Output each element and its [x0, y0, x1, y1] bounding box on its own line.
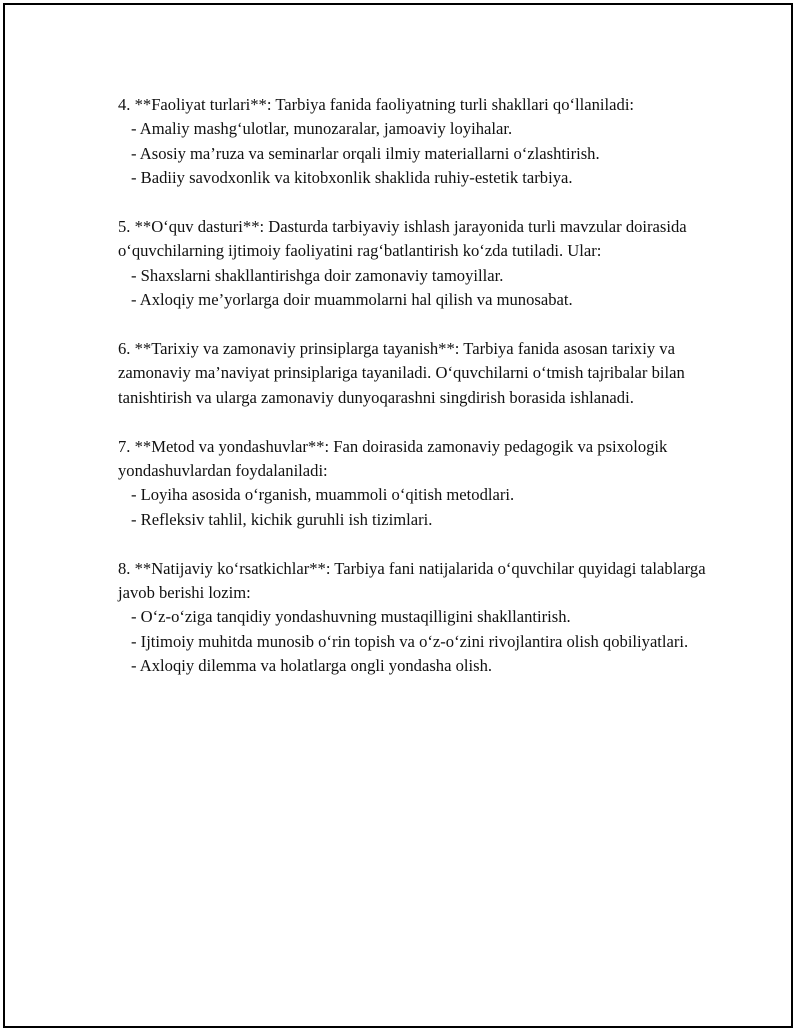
section-paragraph: 6. **Tarixiy va zamonaviy prinsiplarga tayanish**: Tarbiya fanida asosan tarixiy va zamonaviy ma’naviyat prinsiplariga tayaniladi. O‘quvchilarni o‘tmish tajribalar bilan tanishtirish va ularga zamonaviy dunyoqarashni singdirish borasida ishlanadi. — [118, 339, 685, 407]
list-item: - Ijtimoiy muhitda munosib o‘rin topish va o‘z-o‘zini rivojlantira olish qobiliyatlari. — [131, 631, 689, 651]
list-item: - Asosiy ma’ruza va seminarlar orqali ilmiy materiallarni o‘zlashtirish. — [131, 143, 600, 163]
list-item: - Refleksiv tahlil, kichik guruhli ish tizimlari. — [131, 509, 433, 529]
list-item: - Badiiy savodxonlik va kitobxonlik shaklida ruhiy-estetik tarbiya. — [131, 168, 573, 188]
document-body — [118, 93, 708, 703]
bullet-list — [118, 605, 708, 678]
section-oquv-dasturi — [118, 215, 708, 313]
section-tarixiy-prinsiplar — [118, 337, 708, 410]
bullet-list — [118, 264, 708, 313]
list-item: - Shaxslarni shakllantirishga doir zamonaviy tamoyillar. — [131, 265, 504, 285]
list-item: - Axloqiy dilemma va holatlarga ongli yondasha olish. — [131, 656, 493, 676]
section-faoliyat-turlari — [118, 93, 708, 191]
bullet-list — [118, 483, 708, 532]
section-natijaviy-korsatkichlar — [118, 557, 708, 679]
section-paragraph: 8. **Natijaviy ko‘rsatkichlar**: Tarbiya fani natijalarida o‘quvchilar quyidagi talablarga javob berishi lozim: — [118, 558, 706, 603]
list-item: - Loyiha asosida o‘rganish, muammoli o‘qitish metodlari. — [131, 485, 515, 505]
section-paragraph: 5. **O‘quv dasturi**: Dasturda tarbiyaviy ishlash jarayonida turli mavzular doirasida o‘quvchilarning ijtimoiy faoliyatini rag‘batlantirish ko‘zda tutiladi. Ular: — [118, 217, 687, 261]
section-metod-yondashuvlar — [118, 435, 708, 533]
list-item: - Axloqiy me’yorlarga doir muammolarni hal qilish va munosabat. — [131, 290, 573, 310]
section-paragraph: 4. **Faoliyat turlari**: Tarbiya fanida faoliyatning turli shakllari qo‘llaniladi: — [118, 95, 635, 114]
bullet-list — [118, 117, 708, 190]
list-item: - Amaliy mashg‘ulotlar, munozaralar, jamoaviy loyihalar. — [131, 119, 513, 139]
list-item: - O‘z-o‘ziga tanqidiy yondashuvning mustaqilligini shakllantirish. — [131, 607, 571, 627]
section-paragraph: 7. **Metod va yondashuvlar**: Fan doirasida zamonaviy pedagogik va psixologik yondashuvlardan foydalaniladi: — [118, 436, 668, 481]
